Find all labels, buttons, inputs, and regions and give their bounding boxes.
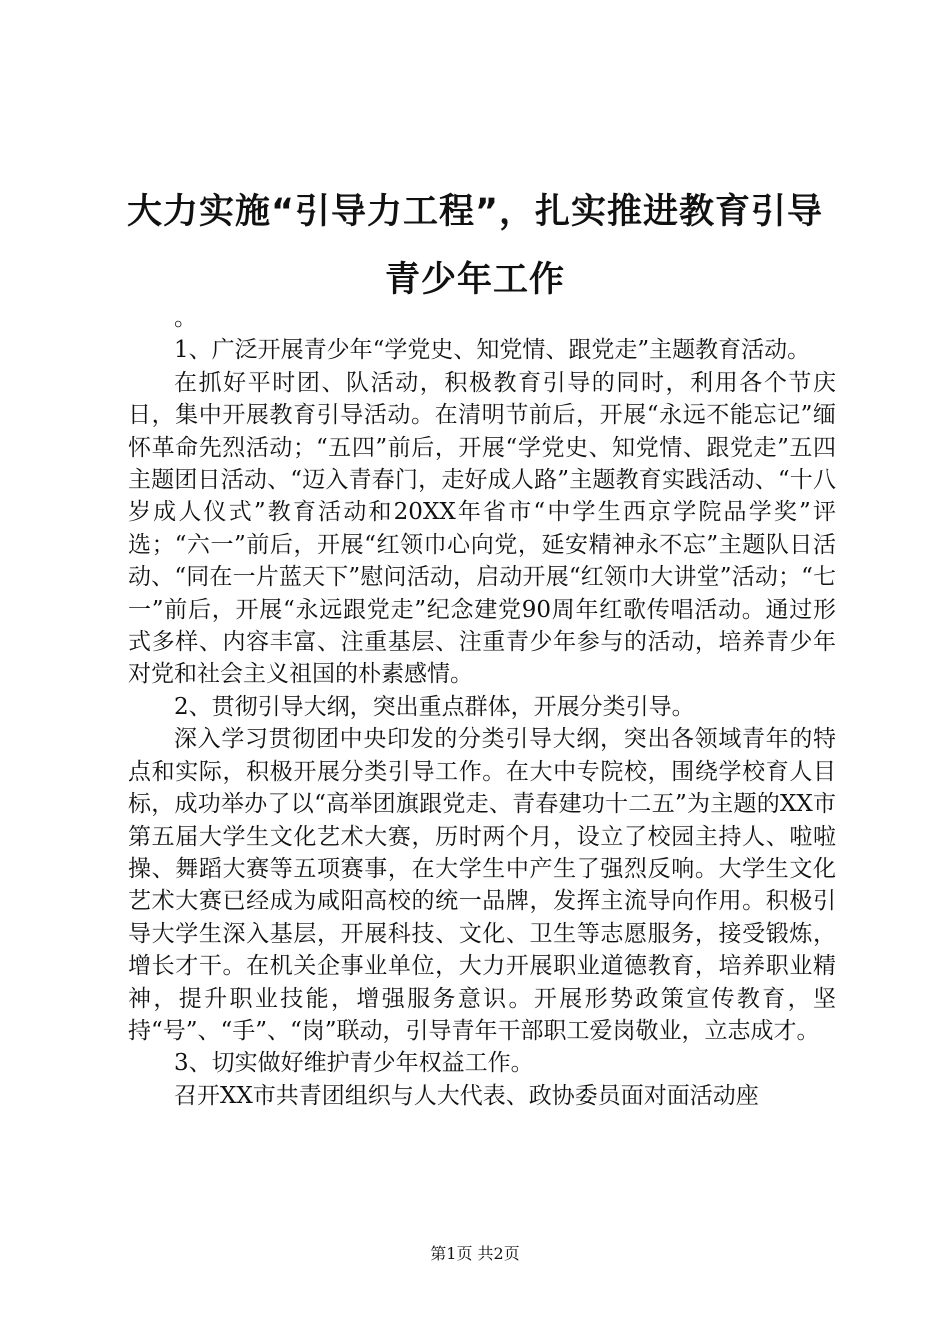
paragraph-3: 召开XX市共青团组织与人大代表、政协委员面对面活动座 <box>174 1082 759 1109</box>
paragraph-1: 在抓好平时团、队活动，积极教育引导的同时，利用各个节庆日，集中开展教育引导活动。在清明节前后，开展“永远不能忘记”缅怀革命先烈活动；“五四”前后，开展“学党史、知党情、跟党走”五四主题团日活动、“迈入青春门，走好成人路”主题教育实践活动、“十八岁成人仪式”教育活动和20XX年省市“中学生西京学院品学奖”评选；“六一”前后，开展“红领巾心向党，延安精神永不忘”主题队日活动、“同在一片蓝天下”慰问活动，启动开展“红领巾大讲堂”活动；“七一”前后，开展“永远跟党走”纪念建党90周年红歌传唱活动。通过形式多样、内容丰富、注重基层、注重青少年参与的活动，培养青少年对党和社会主义祖国的朴素感情。 <box>128 369 836 688</box>
section-heading-2: 2、贯彻引导大纲，突出重点群体，开展分类引导。 <box>174 693 695 720</box>
document-body <box>128 302 836 1112</box>
section-heading-3: 3、切实做好维护青少年权益工作。 <box>174 1050 534 1077</box>
paragraph-intro-mark: 。 <box>174 305 197 331</box>
document-title: 大力实施“引导力工程”，扎实推进教育引导青少年工作 <box>126 192 823 300</box>
section-heading-1: 1、广泛开展青少年“学党史、知党情、跟党走”主题教育活动。 <box>174 337 811 364</box>
page-footer: 第1页 共2页 <box>430 1244 520 1263</box>
paragraph-2: 深入学习贯彻团中央印发的分类引导大纲，突出各领域青年的特点和实际，积极开展分类引导工作。在大中专院校，围绕学校育人目标，成功举办了以“高举团旗跟党走、青春建功十二五”为主题的XX市第五届大学生文化艺术大赛，历时两个月，设立了校园主持人、啦啦操、舞蹈大赛等五项赛事，在大学生中产生了强烈反响。大学生文化艺术大赛已经成为咸阳高校的统一品牌，发挥主流导向作用。积极引导大学生深入基层，开展科技、文化、卫生等志愿服务，接受锻炼，增长才干。在机关企事业单位，大力开展职业道德教育，培养职业精神，提升职业技能，增强服务意识。开展形势政策宣传教育，坚持“号”、“手”、“岗”联动，引导青年干部职工爱岗敬业，立志成才。 <box>128 726 836 1044</box>
